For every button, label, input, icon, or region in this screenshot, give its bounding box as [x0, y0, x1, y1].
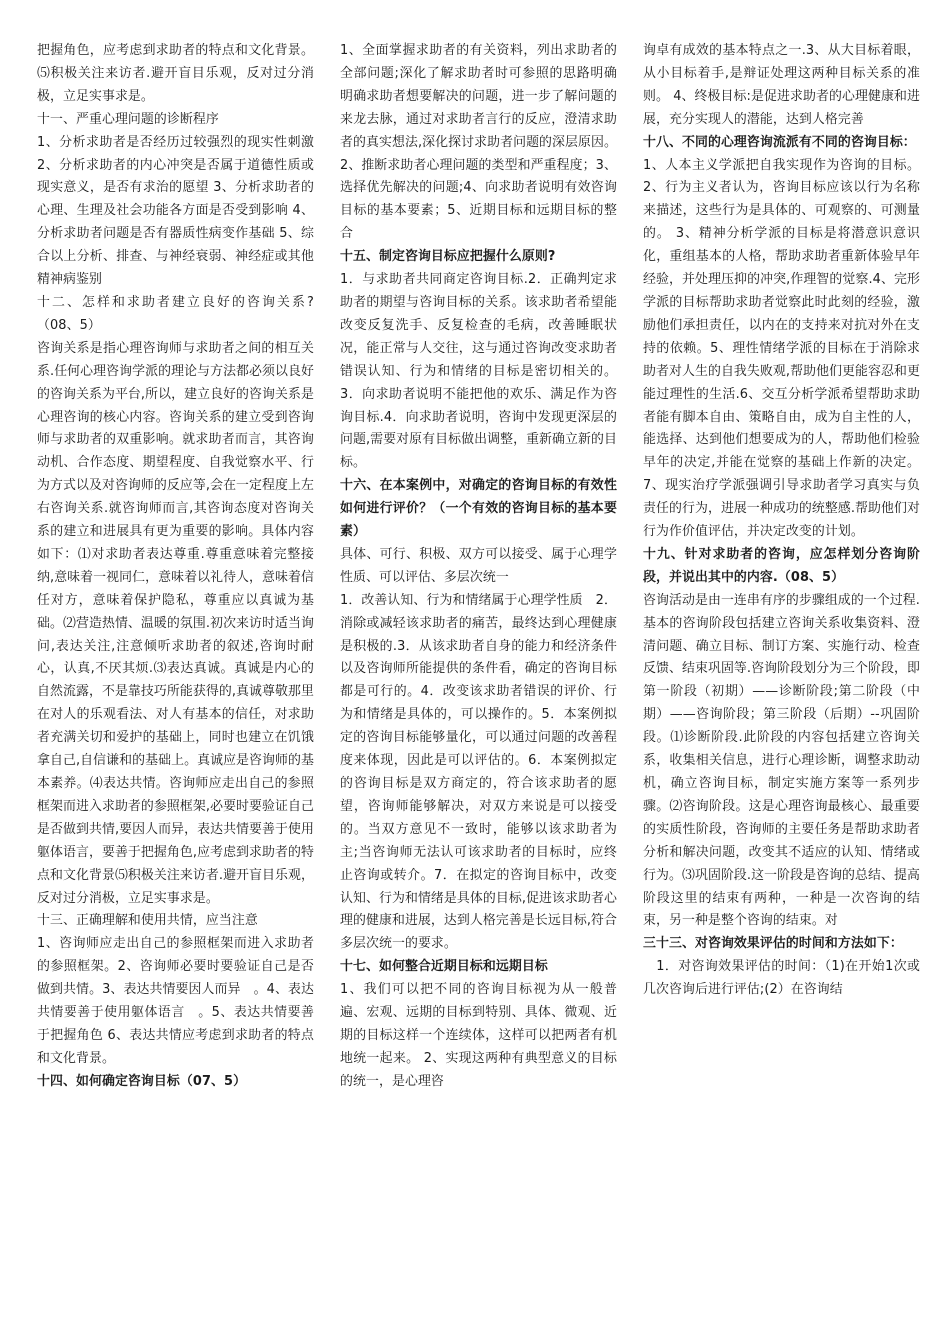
section-heading: 十四、如何确定咨询目标（07、5） — [37, 1073, 247, 1089]
text-column-middle — [340, 40, 617, 1340]
paragraph: 1．对咨询效果评估的时间：（1)在开始1次或几次咨询后进行评估;(2）在咨询结 — [643, 959, 920, 998]
paragraph: 十三、正确理解和使用共情，应当注意 — [37, 913, 258, 929]
text-column-left — [37, 40, 314, 1340]
paragraph: 把握角色，应考虑到求助者的特点和文化背景。⑸积极关注来访者.避开盲目乐观，反对过分消极，立足实事求是。 — [37, 43, 314, 104]
section-heading: 十六、在本案例中，对确定的咨询目标的有效性如何进行评价？（一个有效的咨询目标的基本要素） — [340, 478, 617, 540]
paragraph: 十二、怎样和求助者建立良好的咨询关系?（08、5） — [37, 294, 314, 333]
section-heading: 十八、不同的心理咨询流派有不同的咨询目标： — [643, 134, 916, 150]
section-heading: 十七、如何整合近期目标和远期目标 — [340, 959, 548, 975]
paragraph: 1．与求助者共同商定咨询目标.2．正确判定求助者的期望与咨询目标的关系。该求助者希望能改变反复洗手、反复检查的毛病，改善睡眠状况，能正常与人交往，这与通过咨询改变求助者错误认知、行为和情绪的目标是密切相关的。3．向求助者说明不能把他的欢乐、满足作为咨询目标.4．向求助者说明，咨询中发现更深层的问题,需要对原有目标做出调整，重新确立新的目标。 — [340, 272, 617, 471]
section-heading: 十九、针对求助者的咨询，应怎样划分咨询阶段，并说出其中的内容.（08、5） — [643, 546, 920, 585]
paragraph: 1、分析求助者是否经历过较强烈的现实性刺激 2、分析求助者的内心冲突是否属于道德性质或现实意义，是否有求治的愿望 3、分析求助者的心理、生理及社会功能各方面是否受到影响 4、分析求助者问题是否有器质性病变作基础 5、综合以上分析、排查、与神经衰弱、神经症或其他精神病鉴别 — [37, 134, 314, 288]
text-column-right — [643, 40, 920, 1340]
paragraph: 1．改善认知、行为和情绪属于心理学性质 2．消除或减轻该求助者的痛苦，最终达到心理健康是积极的.3．从该求助者自身的能力和经济条件以及咨询师所能提供的条件看，确定的咨询目标都是可行的。4．改变该求助者错误的评价、行为和情绪是具体的，可以操作的。5．本案例拟定的咨询目标能够量化，可以通过问题的改善程度来体现，因此是可以评估的。6．本案例拟定的咨询目标是双方商定的，符合该求助者的愿望，咨询师能够解决，对双方来说是可以接受的。当双方意见不一致时，能够以该求助者为主;当咨询师无法认可该求助者的目标时，应终止咨询或转介。7．在拟定的咨询目标中，改变认知、行为和情绪是具体的目标,促进该求助者心理的健康和进展，达到人格完善是长远目标,符合多层次统一的要求。 — [340, 592, 617, 952]
section-heading: 十五、制定咨询目标应把握什么原则? — [340, 249, 556, 265]
paragraph: 十一、严重心理问题的诊断程序 — [37, 111, 219, 127]
paragraph: 具体、可行、积极、双方可以接受、属于心理学性质、可以评估、多层次统一 — [340, 546, 617, 585]
paragraph: 1、人本主义学派把自我实现作为咨询的目标。2、行为主义者认为，咨询目标应该以行为名称来描述，这些行为是具体的、可观察的、可测量的。 3、精神分析学派的目标是将潜意识意识化，重组基本的人格，帮助求助者重新体验早年经验，并处理压抑的冲突,作理智的觉察.4、完形学派的目标帮助求助者觉察此时此刻的经验，激励他们承担责任，以内在的支持来对抗对外在支持的依赖。5、理性情绪学派的目标在于消除求助者对人生的自我失败观,帮助他们更能容忍和更能过理性的生活.6、交互分析学派希望帮助求助者能有脚本自由、策略自由，成为自主性的人，能选择、达到他们想要成为的人，帮助他们检验早年的决定,并能在觉察的基础上作新的决定。7、现实治疗学派强调引导求助者学习真实与负责任的行为，进展一种成功的统整感.帮助他们对行为作价值评估，并决定改变的计划。 — [643, 157, 920, 540]
paragraph: 1、咨询师应走出自己的参照框架而进入求助者的参照框架。2、咨询师必要时要验证自己是否做到共情。3、表达共情要因人而异 。4、表达共情要善于使用躯体语言 。5、表达共情要善于把握角色 6、表达共情应考虑到求助者的特点和文化背景。 — [37, 936, 314, 1066]
paragraph: 询卓有成效的基本特点之一.3、从大目标着眼，从小目标着手,是辩证处理这两种目标关系的准则。 4、终极目标:是促进求助者的心理健康和进展，充分实现人的潜能，达到人格完善 — [643, 43, 920, 127]
section-heading: 三十三、对咨询效果评估的时间和方法如下： — [643, 936, 903, 952]
paragraph: 1、我们可以把不同的咨询目标视为从一般普遍、宏观、远期的目标到特别、具体、微观、近期的目标这样一个连续体，这样可以把两者有机地统一起来。 2、实现这两种有典型意义的目标的统一，是心理咨 — [340, 982, 617, 1089]
paragraph: 1、全面掌握求助者的有关资料，列出求助者的全部问题;深化了解求助者时可参照的思路明确明确求助者想要解决的问题，进一步了解问题的来龙去脉，通过对求助者言行的反应，澄清求助者的真实想法,深化探讨求助者问题的深层原因。2、推断求助者心理问题的类型和严重程度；3、选择优先解决的问题;4、向求助者说明有效咨询目标的基本要素；5、近期目标和远期目标的整合 — [340, 43, 617, 242]
paragraph: 咨询关系是指心理咨询师与求助者之间的相互关系.任何心理咨询学派的理论与方法都必须以良好的咨询关系为平台,所以，建立良好的咨询关系是心理咨询的核心内容。咨询关系的建立受到咨询师与求助者的双重影响。就求助者而言，其咨询动机、合作态度、期望程度、自我觉察水平、行为方式以及对咨询师的反应等,会在一定程度上左右咨询关系.就咨询师而言,其咨询态度对咨询关系的建立和进展具有更为重要的影响。具体内容如下：⑴对求助者表达尊重.尊重意味着完整接纳,意味着一视同仁，意味着以礼待人，意味着信任对方，意味着保护隐私，尊重应以真诚为基础。⑵营造热情、温暖的氛围.初次来访时适当询问,表达关注,注意倾听求助者的叙述,咨询时耐心，认真,不厌其烦.⑶表达真诚。真诚是内心的自然流露，不是靠技巧所能获得的,真诚尊敬那里在对人的乐观看法、对人有基本的信任，对求助者充满关切和爱护的基础上，同时也建立在饥饿拿自己,自信谦和的基础上。真诚应是咨询师的基本素养。⑷表达共情。咨询师应走出自己的参照框架而进入求助者的参照框架,必要时要验证自己是否做到共情,要因人而异，表达共情要善于使用躯体语言，要善于把握角色,应考虑到求助者的特点和文化背景⑸积极关注来访者.避开盲目乐观，反对过分消极，立足实事求是。 — [37, 340, 314, 906]
paragraph: 咨询活动是由一连串有序的步骤组成的一个过程.基本的咨询阶段包括建立咨询关系收集资料、澄清问题、确立目标、制订方案、实施行动、检查反馈、结束巩固等.咨询阶段划分为三个阶段，即第一阶段（初期）——诊断阶段;第二阶段（中期）——咨询阶段；第三阶段（后期）--巩固阶段。⑴诊断阶段.此阶段的内容包括建立咨询关系，收集相关信息，进行心理诊断，调整求助动机，确立咨询目标，制定实施方案等一系列步骤。⑵咨询阶段。这是心理咨询最核心、最重要的实质性阶段，咨询师的主要任务是帮助求助者分析和解决问题，改变其不适应的认知、情绪或行为。⑶巩固阶段.这一阶段是咨询的总结、提高阶段这里的结束有两种，一种是一次咨询的结束，另一种是整个咨询的结束。对 — [643, 592, 920, 929]
